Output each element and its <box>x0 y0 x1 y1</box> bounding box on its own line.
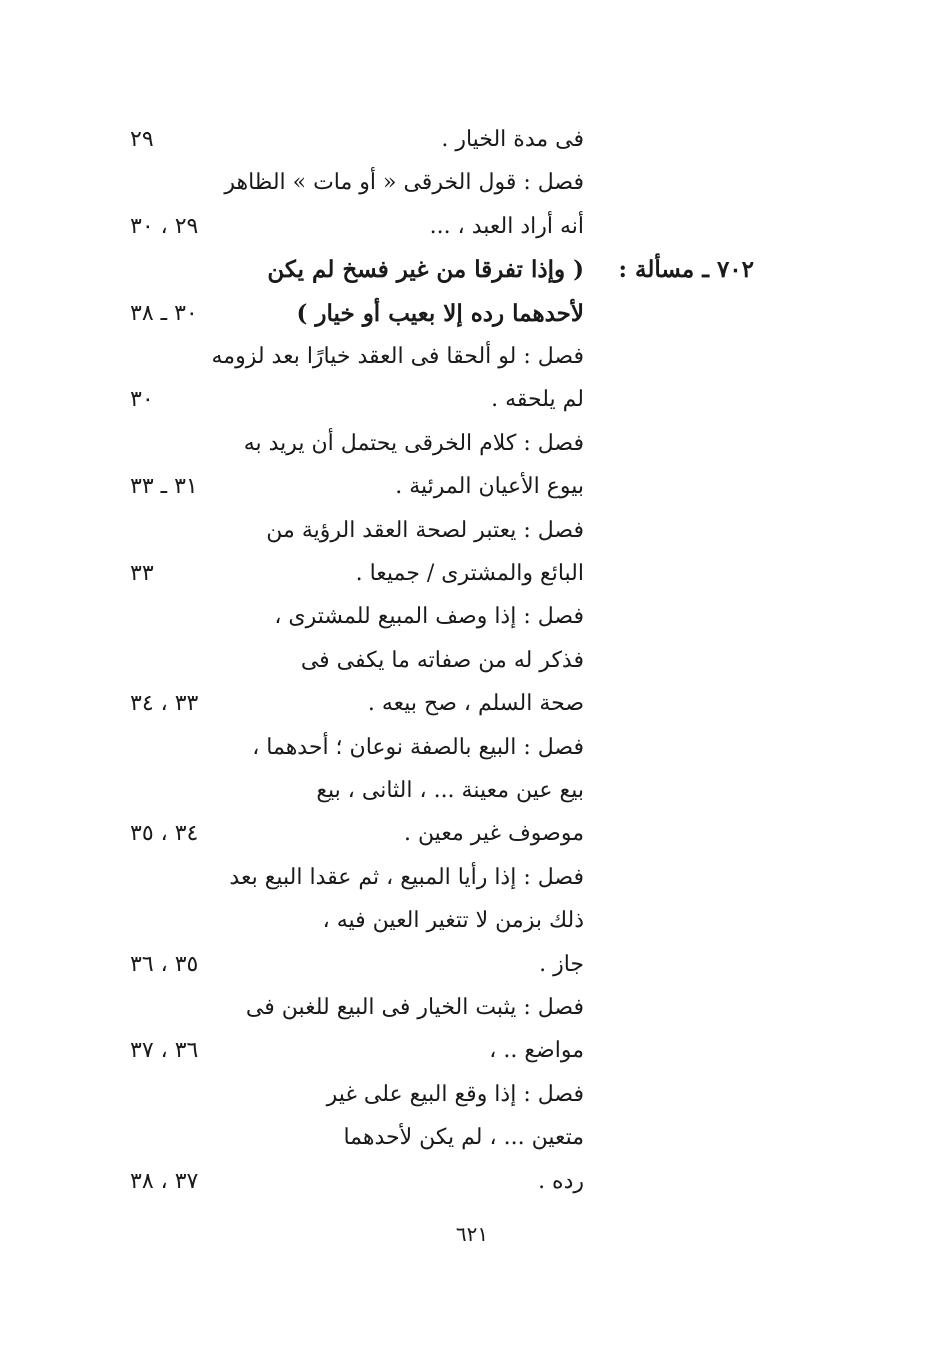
page-reference: ٣٥ ، ٣٦ <box>130 951 199 977</box>
section-text: فصل : إذا وقع البيع على غير <box>326 1081 584 1107</box>
page-reference: ٣٣ <box>130 561 154 586</box>
index-row <box>0 856 944 900</box>
index-row <box>0 465 944 509</box>
index-row <box>0 639 944 683</box>
index-row <box>0 899 944 943</box>
page-reference: ٣٣ ، ٣٤ <box>130 691 199 717</box>
issue-number-label: ٧٠٢ ـ مسألة : <box>618 256 754 284</box>
section-text: أنه أراد العبد ، ... <box>429 213 584 239</box>
index-row <box>0 1073 944 1117</box>
index-row <box>0 769 944 813</box>
section-text: جاز . <box>539 951 584 977</box>
index-row <box>0 509 944 553</box>
index-row <box>0 118 944 162</box>
page-reference: ٣٦ ، ٣٧ <box>130 1038 199 1064</box>
index-row <box>0 986 944 1030</box>
section-text: فصل : البيع بالصفة نوعان ؛ أحدهما ، <box>252 734 584 760</box>
section-text: ذلك بزمن لا تتغير العين فيه ، <box>322 908 584 934</box>
index-row <box>0 248 944 292</box>
page-reference: ٣٠ <box>130 387 154 413</box>
section-text: بيوع الأعيان المرئية . <box>395 474 584 500</box>
index-row <box>0 292 944 336</box>
section-text: صحة السلم ، صح بيعه . <box>367 691 584 717</box>
section-text: فصل : لو ألحقا فى العقد خيارًا بعد لزومه <box>211 344 584 369</box>
section-text: لم يلحقه . <box>491 387 584 413</box>
section-text: فصل : إذا وصف المبيع للمشترى ، <box>274 604 584 630</box>
index-row <box>0 378 944 422</box>
section-text: فى مدة الخيار . <box>441 127 584 152</box>
issue-text: لأحدهما رده إلا بعيب أو خيار ) <box>296 299 584 327</box>
section-text: موصوف غير معين . <box>403 821 584 847</box>
index-row <box>0 595 944 639</box>
page-reference: ٣٤ ، ٣٥ <box>130 821 199 847</box>
section-text: البائع والمشترى / جميعا . <box>355 561 584 586</box>
page-reference: ٣١ ـ ٣٣ <box>130 474 198 500</box>
section-text: رده . <box>538 1168 584 1194</box>
section-text: فصل : قول الخرقى « أو مات » الظاهر <box>224 170 584 196</box>
index-row <box>0 335 944 379</box>
index-row <box>0 552 944 596</box>
page-reference: ٢٩ ، ٣٠ <box>130 213 199 239</box>
page-reference: ٢٩ <box>130 127 154 152</box>
section-text: بيع عين معينة ... ، الثانى ، بيع <box>316 778 584 803</box>
section-text: فصل : كلام الخرقى يحتمل أن يريد به <box>243 430 584 456</box>
page-reference: ٣٧ ، ٣٨ <box>130 1168 199 1194</box>
section-text: فصل : يثبت الخيار فى البيع للغبن فى <box>245 995 584 1020</box>
index-row <box>0 422 944 466</box>
issue-text: ( وإذا تفرقا من غير فسخ لم يكن <box>267 256 584 284</box>
index-row <box>0 943 944 987</box>
section-text: متعين ... ، لم يكن لأحدهما <box>343 1125 584 1151</box>
page-number: ٦٢١ <box>455 1222 489 1246</box>
index-row <box>0 682 944 726</box>
index-row <box>0 812 944 856</box>
index-row <box>0 726 944 770</box>
section-text: فصل : إذا رأيا المبيع ، ثم عقدا البيع بعد <box>229 864 584 890</box>
section-text: مواضع .. ، <box>489 1038 584 1064</box>
page-reference: ٣٠ ـ ٣٨ <box>130 300 198 326</box>
index-row <box>0 161 944 205</box>
index-row <box>0 205 944 249</box>
section-text: فصل : يعتبر لصحة العقد الرؤية من <box>266 517 584 543</box>
index-row <box>0 1160 944 1204</box>
index-row <box>0 1116 944 1160</box>
section-text: فذكر له من صفاته ما يكفى فى <box>300 647 584 673</box>
index-row <box>0 1029 944 1073</box>
